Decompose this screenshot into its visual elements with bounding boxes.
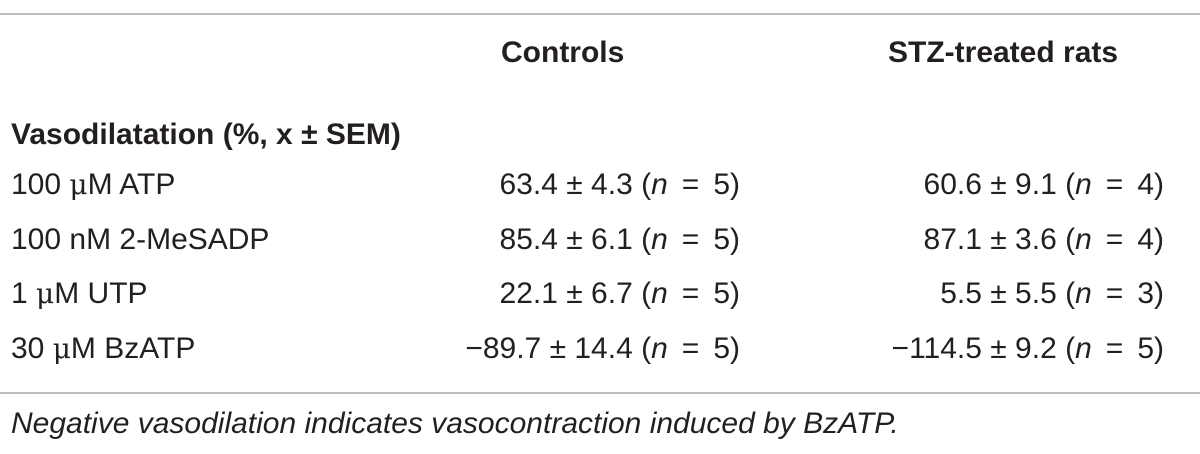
cell-equals: = — [681, 168, 700, 201]
cell-paren-open: ( — [632, 223, 652, 256]
table-row — [0, 327, 1200, 371]
cell-n-letter: n — [1075, 223, 1092, 256]
cell-mean-sem: 87.1 ± 3.6 — [923, 223, 1057, 256]
cell-n-value: 4) — [1137, 168, 1164, 201]
table-row — [0, 218, 1200, 262]
cell-mean-sem: 22.1 ± 6.7 — [499, 277, 633, 310]
cell-mean-sem: 5.5 ± 5.5 — [940, 277, 1057, 310]
cell-n-letter: n — [1075, 332, 1092, 365]
cell-n-value: 4) — [1137, 223, 1164, 256]
cell-mean-sem: −89.7 ± 14.4 — [465, 332, 633, 365]
cell-controls — [500, 272, 740, 316]
cell-n-value: 5) — [713, 223, 740, 256]
cell-equals: = — [1105, 332, 1124, 365]
cell-mean-sem: 85.4 ± 6.1 — [499, 223, 633, 256]
row-label-prefix: 100 nM 2-MeSADP — [11, 223, 270, 256]
table-footnote: Negative vasodilation indicates vasocontraction induced by BzATP. — [11, 407, 899, 440]
cell-n-letter: n — [651, 277, 668, 310]
cell-equals: = — [681, 223, 700, 256]
cell-paren-open: ( — [1056, 223, 1076, 256]
cell-n-letter: n — [651, 168, 668, 201]
cell-equals: = — [1105, 168, 1124, 201]
row-label — [11, 163, 175, 207]
cell-mean-sem: 60.6 ± 9.1 — [923, 168, 1057, 201]
cell-equals: = — [681, 332, 700, 365]
row-label-suffix: M ATP — [87, 168, 176, 201]
cell-n-value: 5) — [713, 332, 740, 365]
section-title: Vasodilatation (%, x ± SEM) — [11, 118, 401, 151]
cell-n-letter: n — [1075, 168, 1092, 201]
row-label — [11, 327, 195, 371]
cell-paren-open: ( — [1056, 168, 1076, 201]
cell-paren-open: ( — [632, 332, 652, 365]
row-label-prefix: 30 — [11, 332, 53, 365]
cell-paren-open: ( — [632, 277, 652, 310]
row-label — [11, 218, 269, 262]
row-label-unit: μ — [52, 332, 71, 365]
table-row — [0, 163, 1200, 207]
row-label-unit: μ — [69, 168, 88, 201]
row-label-unit: μ — [36, 277, 55, 310]
row-label-suffix: M UTP — [54, 277, 148, 310]
cell-equals: = — [681, 277, 700, 310]
cell-equals: = — [1105, 223, 1124, 256]
cell-paren-open: ( — [1056, 332, 1076, 365]
cell-n-value: 5) — [713, 168, 740, 201]
cell-stz — [924, 218, 1164, 262]
cell-controls — [500, 163, 740, 207]
row-label — [11, 272, 148, 316]
cell-mean-sem: −114.5 ± 9.2 — [891, 332, 1057, 365]
cell-paren-open: ( — [632, 168, 652, 201]
row-label-prefix: 1 — [11, 277, 37, 310]
cell-stz — [924, 163, 1164, 207]
cell-mean-sem: 63.4 ± 4.3 — [499, 168, 633, 201]
cell-controls — [465, 327, 740, 371]
cell-n-value: 3) — [1137, 277, 1164, 310]
row-label-suffix: M BzATP — [70, 332, 196, 365]
cell-equals: = — [1105, 277, 1124, 310]
cell-n-letter: n — [651, 332, 668, 365]
column-header-controls: Controls — [501, 36, 625, 69]
cell-stz — [940, 272, 1164, 316]
cell-n-letter: n — [651, 223, 668, 256]
cell-n-value: 5) — [713, 277, 740, 310]
row-label-prefix: 100 — [11, 168, 70, 201]
cell-n-letter: n — [1075, 277, 1092, 310]
cell-controls — [500, 218, 740, 262]
table-row — [0, 272, 1200, 316]
cell-paren-open: ( — [1056, 277, 1076, 310]
table-top-rule — [0, 13, 1200, 15]
cell-stz — [892, 327, 1164, 371]
cell-n-value: 5) — [1137, 332, 1164, 365]
column-header-stz-treated-rats: STZ-treated rats — [888, 36, 1119, 69]
table-bottom-rule — [0, 392, 1200, 394]
